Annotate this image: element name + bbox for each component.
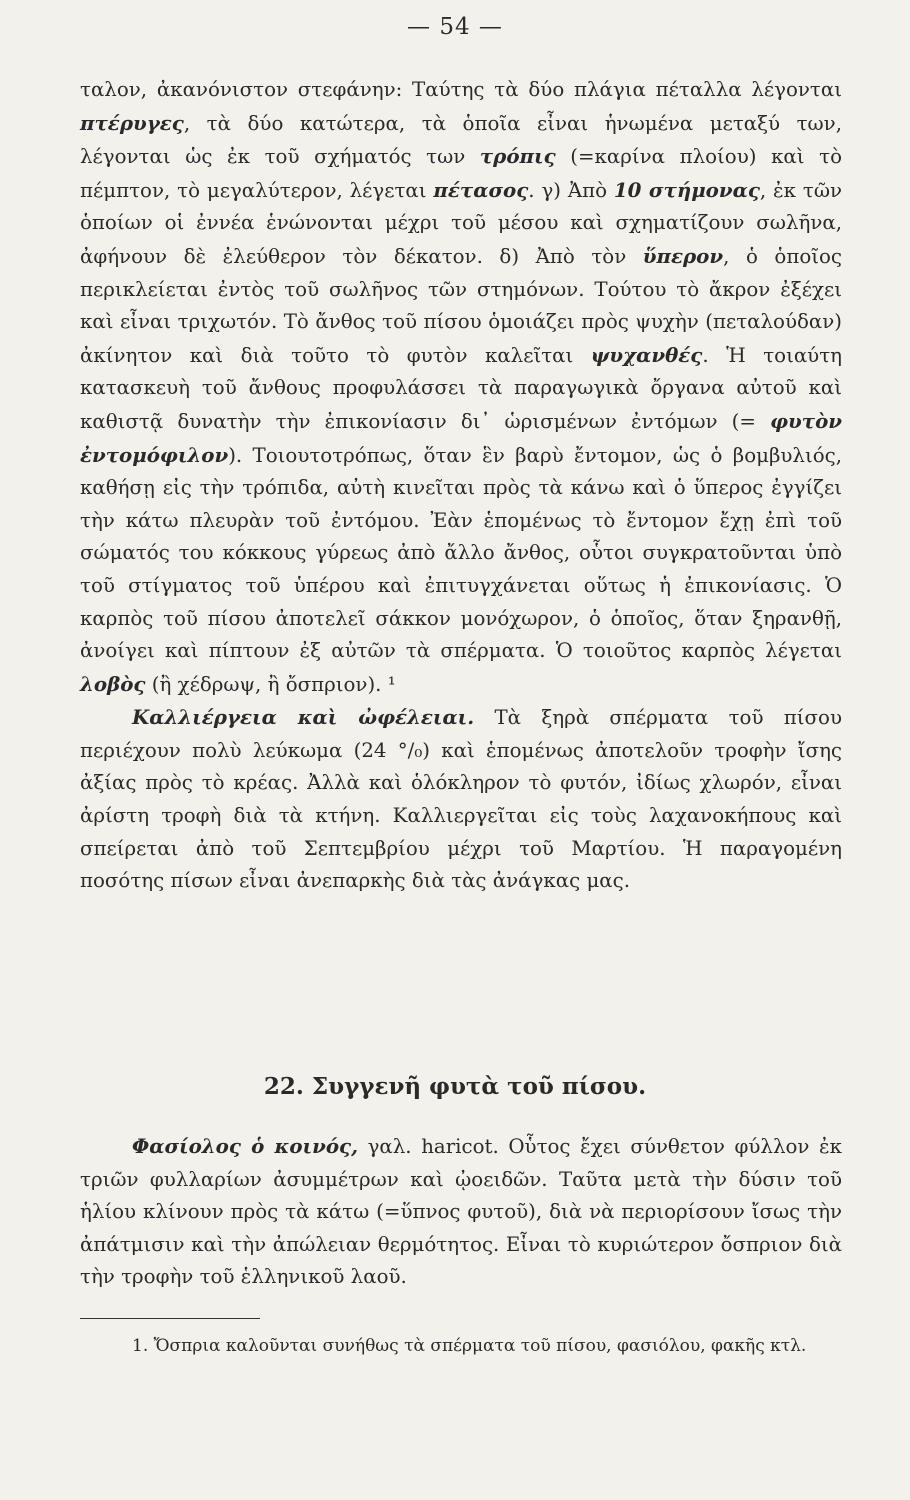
- emphasis-term: ψυχανθές: [590, 342, 703, 367]
- text-span: ταλον, ἀκανόνιστον στεφάνην: Ταύτης τὰ δύο πλάγια πέταλλα λέγονται: [80, 78, 842, 101]
- footnote: 1. Ὄσπρια καλοῦνται συνήθως τὰ σπέρματα τοῦ πίσου, φασιόλου, φακῆς κτλ.: [132, 1336, 807, 1356]
- text-span: (=καρίνα πλοίου) καὶ τὸ πέμπτον, τὸ μεγαλύτερον, λέγεται: [80, 145, 842, 202]
- paragraph-flower-structure: [80, 74, 842, 701]
- text-span: . Ἡ τοιαύτη κατασκευὴ τοῦ ἄνθους προφυλάσσει τὰ παραγωγικὰ ὄργανα αὐτοῦ καὶ καθιστᾷ δυνατὴν τὴν ἐπικονίασιν δι᾽ ὡρισμένων ἐντόμων (=: [80, 343, 843, 433]
- text-span: , ἐκ τῶν ὁποίων οἱ ἐννέα ἑνώνονται μέχρι τοῦ μέσου καὶ σχηματίζουν σωλῆνα, ἀφήνουν δὲ ἐλεύθερον τὸν δέκατον. δ) Ἀπὸ τὸν: [80, 178, 842, 268]
- emphasis-term: Καλλιέργεια καὶ ὠφέλειαι.: [132, 705, 475, 730]
- emphasis-term: λοβὸς: [80, 671, 146, 696]
- footnote-divider: [80, 1318, 260, 1319]
- text-span: (ἢ χέδρωψ, ἢ ὄσπριον). ¹: [145, 672, 396, 696]
- text-span: γαλ. haricot. Οὗτος ἔχει σύνθετον φύλλον ἐκ τριῶν φυλλαρίων ἀσυμμέτρων καὶ ᾠοειδῶν. Ταῦτα μετὰ τὴν δύσιν τοῦ ἡλίου κλίνουν πρὸς τὰ κάτω (=ὕπνος φυτοῦ), διὰ νὰ περιορίσουν ἴσως τὴν ἀπάτμισιν καὶ τὴν ἀπώλειαν θερμότητος. Εἶναι τὸ κυριώτερον ὄσπριον διὰ τὴν τροφὴν τοῦ ἑλληνικοῦ λαοῦ.: [80, 1135, 842, 1289]
- main-text: [80, 74, 842, 898]
- section-heading: 22. Συγγενῆ φυτὰ τοῦ πίσου.: [263, 1073, 647, 1100]
- emphasis-term: 10 στήμονας: [613, 177, 760, 202]
- text-span: Τὰ ξηρὰ σπέρματα τοῦ πίσου περιέχουν πολὺ λεύκωμα (24 °/₀) καὶ ἑπομένως ἀποτελοῦν τροφὴν ἴσης ἀξίας πρὸς τὸ κρέας. Ἀλλὰ καὶ ὁλόκληρον τὸ φυτόν, ἰδίως χλωρόν, εἶναι ἀρίστη τροφὴ διὰ τὰ κτήνη. Καλλιεργεῖται εἰς τοὺς λαχανοκήπους καὶ σπείρεται ἀπὸ τοῦ Σεπτεμβρίου μέχρι τοῦ Μαρτίου. Ἡ παραγομένη ποσότης πίσων εἶναι ἀνεπαρκὴς διὰ τὰς ἀνάγκας μας.: [80, 706, 842, 893]
- page-number: — 54 —: [407, 14, 503, 40]
- text-span: . γ) Ἀπὸ: [528, 178, 614, 202]
- emphasis-term: Φασίολος ὁ κοινός,: [132, 1134, 358, 1158]
- text-span: ). Τοιουτοτρόπως, ὅταν ἓν βαρὺ ἔντομον, ὡς ὁ βομβυλιός, καθήσῃ εἰς τὴν τρόπιδα, αὐτὴ κινεῖται πρὸς τὰ κάνω καὶ ὁ ὕπερος ἐγγίζει τὴν κάτω πλευρὰν τοῦ ἐντόμου. Ἐὰν ἑπομένως τὸ ἔντομον ἔχῃ ἐπὶ τοῦ σώματός του κόκκους γύρεως ἀπὸ ἄλλο ἄνθος, οὗτοι συγκρατοῦνται ὑπὸ τοῦ στίγματος τοῦ ὑπέρου καὶ ἐπιτυγχάνεται οὕτως ἡ ἐπικονίασις. Ὁ καρπὸς τοῦ πίσου ἀποτελεῖ σάκκον μονόχωρον, ὁ ὁποῖος, ὅταν ξηρανθῇ, ἀνοίγει καὶ πίπτουν ἐξ αὐτῶν τὰ σπέρματα. Ὁ τοιοῦτος καρπὸς λέγεται: [80, 443, 842, 663]
- text-span: , ὁ ὁποῖος περικλείεται ἐντὸς τοῦ σωλῆνος τῶν στημόνων. Τούτου τὸ ἄκρον ἐξέχει καὶ εἶναι τριχωτόν. Τὸ ἄνθος τοῦ πίσου ὁμοιάζει πρὸς ψυχὴν (πεταλούδαν) ἀκίνητον καὶ διὰ τοῦτο τὸ φυτὸν καλεῖται: [80, 244, 842, 367]
- text-span: , τὰ δύο κατώτερα, τὰ ὁποῖα εἶναι ἡνωμένα μεταξύ των, λέγονται ὡς ἐκ τοῦ σχήματός των: [80, 111, 842, 169]
- emphasis-term: ὕπερον: [642, 243, 724, 268]
- emphasis-term: πτέρυγες: [80, 110, 184, 135]
- emphasis-term: φυτὸν ἐντομόφιλον: [80, 408, 842, 467]
- emphasis-term: τρόπις: [479, 144, 556, 169]
- paragraph-bean: [80, 1130, 842, 1294]
- section-text: [80, 1130, 842, 1294]
- paragraph-cultivation: [80, 701, 842, 898]
- emphasis-term: πέτασος: [433, 177, 529, 202]
